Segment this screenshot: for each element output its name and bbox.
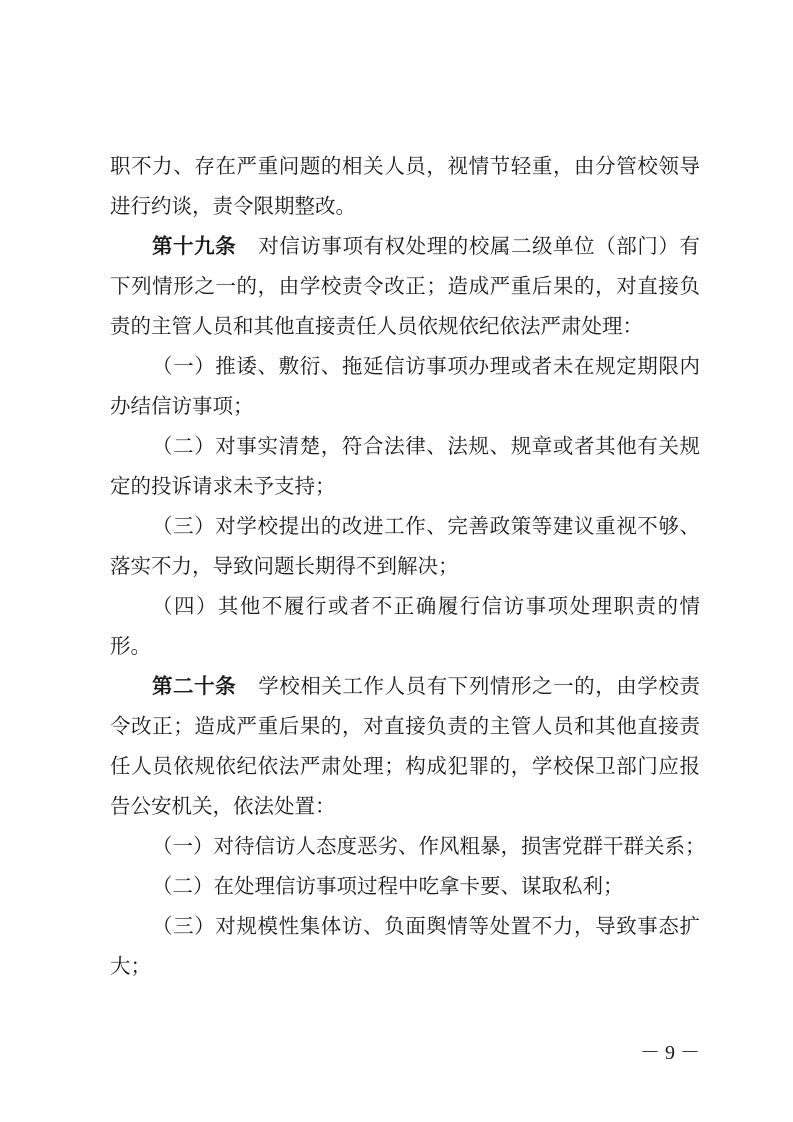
text-line: （一）推诿、敷衍、拖延信访事项办理或者未在规定期限内 [152,354,700,378]
page-number: － 9 － [640,1042,700,1064]
text-line: （二）对事实清楚，符合法律、法规、规章或者其他有关规 [152,434,700,458]
text-line: 下列情形之一的，由学校责令改正；造成严重后果的，对直接负 [110,274,700,298]
text-line: 任人员依规依纪依法严肃处理；构成犯罪的，学校保卫部门应报 [110,754,700,778]
text-line: （三）对学校提出的改进工作、完善政策等建议重视不够、 [152,514,700,538]
article-19-title: 第十九条 [152,234,237,258]
text-line: 学校相关工作人员有下列情形之一的，由学校责 [258,674,700,698]
text-line: （三）对规模性集体访、负面舆情等处置不力，导致事态扩 [152,914,700,938]
text-line: 令改正；造成严重后果的，对直接负责的主管人员和其他直接责 [110,714,700,738]
text-line: 大； [110,954,151,978]
text-line: 责的主管人员和其他直接责任人员依规依纪依法严肃处理： [110,314,643,338]
text-line: 办结信访事项； [110,394,254,418]
text-line: 进行约谈，责令限期整改。 [110,194,356,218]
text-line: （一）对待信访人态度恶劣、作风粗暴，损害党群干群关系； [152,834,706,858]
text-line: （二）在处理信访事项过程中吃拿卡要、谋取私利； [152,874,624,898]
text-line: 落实不力，导致问题长期得不到解决； [110,554,459,578]
text-line: 对信访事项有权处理的校属二级单位（部门）有 [258,234,700,258]
article-20-first-line [152,666,700,706]
text-line: （四）其他不履行或者不正确履行信访事项处理职责的情 [152,594,700,618]
text-line: 职不力、存在严重问题的相关人员，视情节轻重，由分管校领导 [110,154,700,178]
text-line: 形。 [110,634,151,658]
article-19-first-line [152,226,700,266]
article-20-title: 第二十条 [152,674,237,698]
text-line: 告公安机关，依法处置： [110,794,336,818]
text-line: 定的投诉请求未予支持； [110,474,336,498]
